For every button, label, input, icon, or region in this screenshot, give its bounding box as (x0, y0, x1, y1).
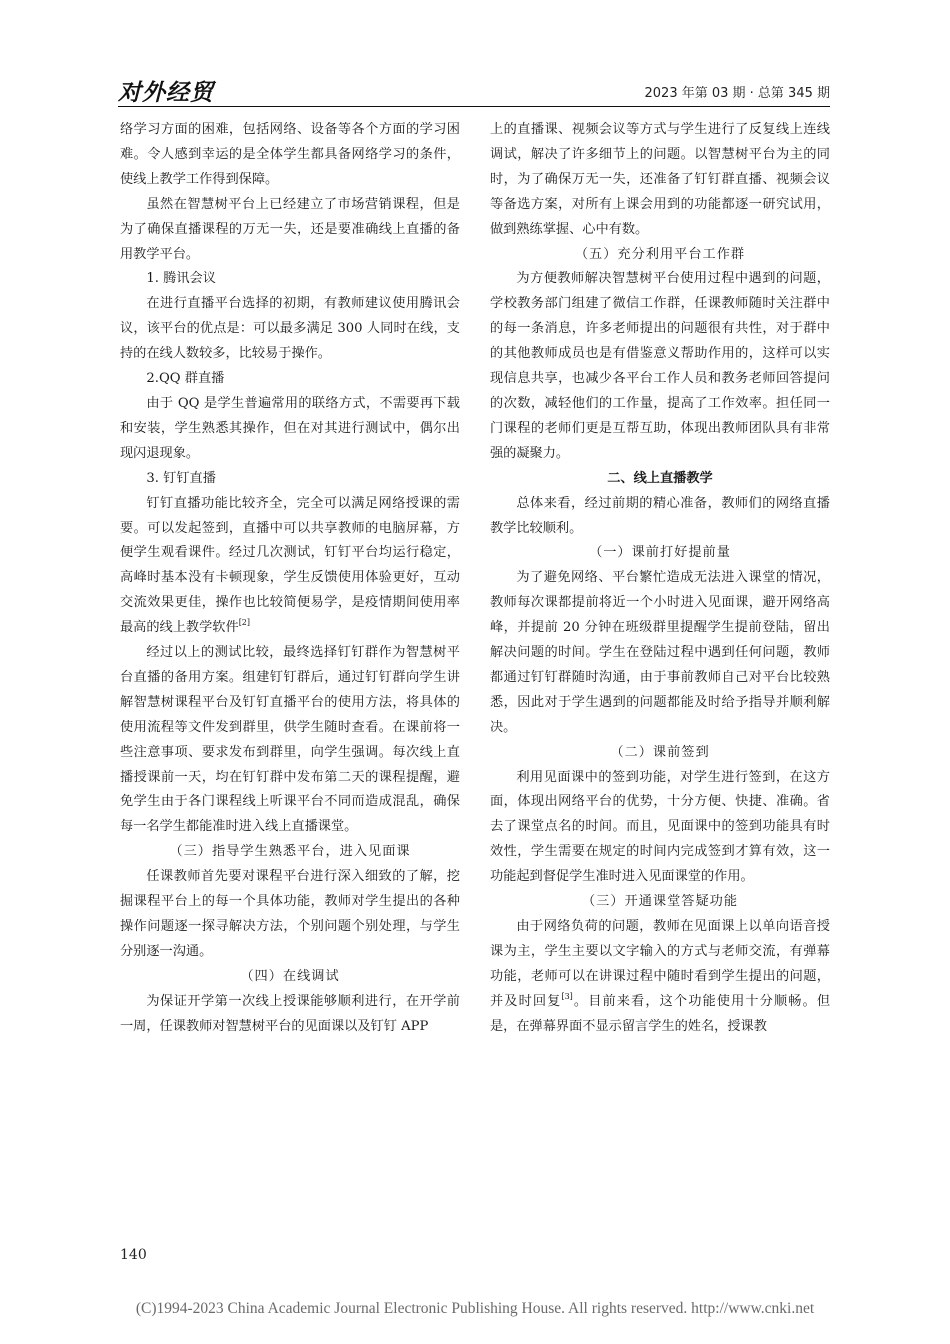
subheading-guide: （三）指导学生熟悉平台，进入见面课 (169, 844, 411, 860)
subheading-qq: 2.QQ 群直播 (146, 371, 225, 387)
paragraph: 利用见面课中的签到功能，对学生进行签到，在这方面，体现出网络平台的优势，十分方便、快捷、准确。省去了课堂点名的时间。而且，见面课中的签到功能具有时效性，学生需要在规定的时间内完成签到才算有效，这一功能起到督促学生准时进入见面课堂的作用。 (490, 769, 830, 885)
subheading-signin: （二）课前签到 (610, 744, 710, 760)
header-divider (118, 106, 830, 107)
page-header (118, 74, 830, 104)
paragraph: 由于 QQ 是学生普遍常用的联络方式，不需要再下载和安装，学生熟悉其操作，但在对其进行测试中，偶尔出现闪退现象。 (120, 395, 460, 461)
subheading-tencent: 1. 腾讯会议 (146, 271, 216, 287)
paragraph-text: 由于网络负荷的问题，教师在见面课上以单向语音授课为主，学生主要以文字输入的方式与老师交流，有弹幕功能，老师可以在讲课过程中随时看到学生提出的问题，并及时回复 (490, 919, 830, 1009)
subheading-prep: （一）课前打好提前量 (589, 545, 731, 561)
paragraph-text: 钉钉直播功能比较齐全，完全可以满足网络授课的需要。可以发起签到，直播中可以共享教师的电脑屏幕，方便学生观看课件。经过几次测试，钉钉平台均运行稳定，高峰时基本没有卡顿现象，学生反馈使用体验更好，互动交流效果更佳，操作也比较简便易学，是疫情期间使用率最高的线上教学软件 (120, 495, 460, 636)
paragraph: 在进行直播平台选择的初期，有教师建议使用腾讯会议，该平台的优点是：可以最多满足 300 人同时在线，支持的在线人数较多，比较易于操作。 (120, 296, 460, 362)
paragraph (490, 915, 830, 1040)
paragraph-text: 。目前来看，这个功能使用十分顺畅。但是，在弹幕界面不显示留言学生的姓名，授课教 (490, 993, 831, 1034)
citation-ref: [3] (561, 991, 573, 1001)
issue-info: 2023 年第 03 期 · 总第 345 期 (644, 86, 830, 101)
paragraph (120, 492, 460, 641)
subheading-work-group: （五）充分利用平台工作群 (574, 246, 746, 262)
citation-ref: [2] (238, 618, 251, 628)
paragraph: 总体来看，经过前期的精心准备，教师们的网络直播教学比较顺利。 (490, 495, 830, 536)
subheading-debug: （四）在线调试 (240, 968, 340, 984)
section-heading: 二、线上直播教学 (607, 470, 713, 486)
left-column (120, 118, 460, 1040)
paragraph: 经过以上的测试比较，最终选择钉钉群作为智慧树平台直播的备用方案。组建钉钉群后，通过钉钉群向学生讲解智慧树课程平台及钉钉直播平台的使用方法，将具体的使用流程等文件发到群里，供学生随时查看。在课前将一些注意事项、要求发布到群里，向学生强调。每次线上直播授课前一天，均在钉钉群中发布第二天的课程提醒，避免学生由于各门课程线上听课平台不同而造成混乱，确保每一名学生都能准时进入线上直播课堂。 (120, 645, 460, 835)
copyright-footer: (C)1994-2023 China Academic Journal Electronic Publishing House. All rights reserved. http://www.cnki.net (135, 1300, 815, 1317)
subheading-qa: （三）开通课堂答疑功能 (581, 894, 739, 910)
paragraph: 上的直播课、视频会议等方式与学生进行了反复线上连线调试，解决了许多细节上的问题。以智慧树平台为主的同时，为了确保万无一失，还准备了钉钉群直播、视频会议等备选方案，对所有上课会用到的功能都逐一研究试用，做到熟练掌握、心中有数。 (490, 122, 830, 237)
paragraph: 为保证开学第一次线上授课能够顺利进行，在开学前一周，任课教师对智慧树平台的见面课以及钉钉 APP (120, 993, 460, 1034)
paragraph: 虽然在智慧树平台上已经建立了市场营销课程，但是为了确保直播课程的万无一失，还是要准确线上直播的备用教学平台。 (120, 196, 460, 262)
paragraph: 为方便教师解决智慧树平台使用过程中遇到的问题，学校教务部门组建了微信工作群，任课教师随时关注群中的每一条消息，许多老师提出的问题很有共性，对于群中的其他教师成员也是有借鉴意义帮助作用的，这样可以实现信息共享，也减少各平台工作人员和教务老师回答提问的次数，减轻他们的工作量，提高了工作效率。担任同一门课程的老师们更是互帮互助，体现出教师团队具有非常强的凝聚力。 (490, 271, 830, 461)
subheading-dingtalk: 3. 钉钉直播 (146, 470, 216, 486)
paragraph: 为了避免网络、平台繁忙造成无法进入课堂的情况，教师每次课都提前将近一个小时进入见面课，避开网络高峰，并提前 20 分钟在班级群里提醒学生提前登陆，留出解决问题的时间。学生在登陆过程中遇到任何问题，教师都通过钉钉群随时沟通，由于事前教师自己对平台比较熟悉，因此对于学生遇到的问题都能及时给予指导并顺利解决。 (490, 570, 830, 735)
right-column (490, 118, 830, 1040)
paragraph: 任课教师首先要对课程平台进行深入细致的了解，挖掘课程平台上的每一个具体功能，教师对学生提出的各种操作问题逐一探寻解决方法，个别问题个别处理，与学生分别逐一沟通。 (120, 869, 460, 959)
journal-logo: 对外经贸 (118, 79, 214, 106)
page-number: 140 (120, 1247, 147, 1263)
paragraph: 络学习方面的困难，包括网络、设备等各个方面的学习困难。令人感到幸运的是全体学生都具备网络学习的条件，使线上教学工作得到保障。 (120, 122, 460, 187)
